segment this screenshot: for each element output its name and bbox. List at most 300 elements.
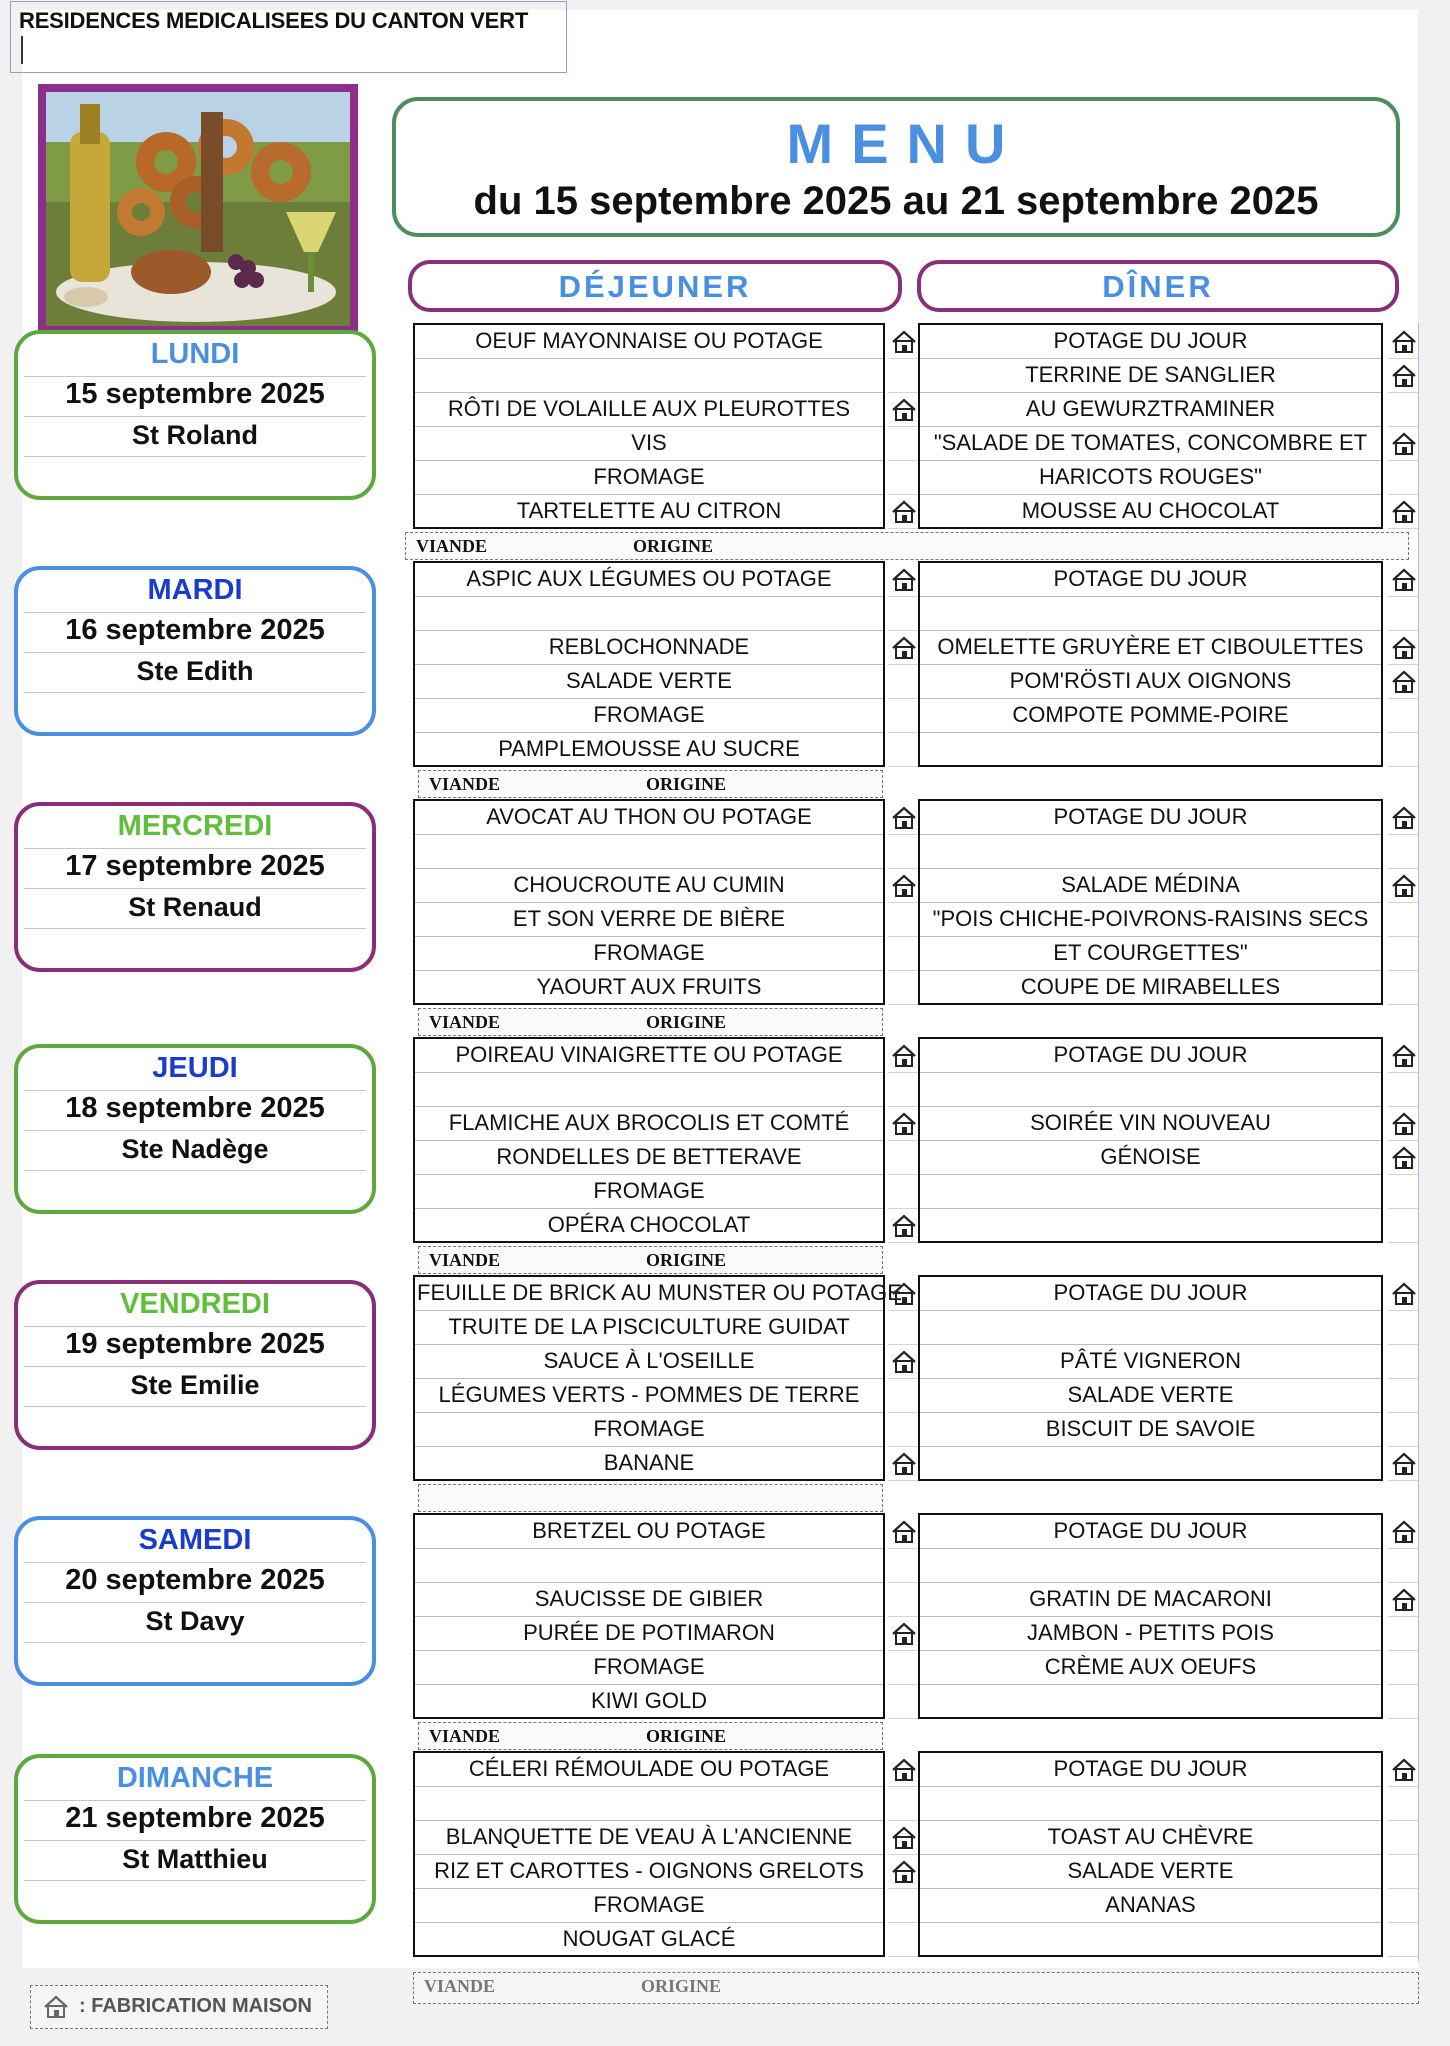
icon-cell [1388, 1175, 1418, 1209]
menu-row [919, 426, 1382, 460]
dinner-dish[interactable] [919, 1684, 1382, 1718]
icon-cell [888, 903, 918, 937]
dinner-dish[interactable]: PÂTÉ VIGNERON [919, 1344, 1382, 1378]
icon-cell [888, 1685, 918, 1719]
lunch-table [413, 1275, 902, 1481]
house-icon [891, 499, 917, 525]
dinner-dish[interactable] [919, 732, 1382, 766]
house-icon [891, 1451, 917, 1477]
lunch-dish[interactable] [414, 1072, 884, 1106]
day-box [14, 1516, 376, 1686]
lunch-dish[interactable]: POIREAU VINAIGRETTE OU POTAGE [414, 1038, 884, 1072]
day-name: VENDREDI [120, 1288, 270, 1320]
house-icon [1391, 1145, 1417, 1171]
dinner-dish[interactable] [919, 1174, 1382, 1208]
menu-row [919, 1582, 1382, 1616]
house-icon [891, 1757, 917, 1783]
menu-row [919, 1140, 1382, 1174]
text-cursor [21, 36, 23, 64]
day-box [14, 1754, 376, 1924]
icon-cell [888, 1107, 918, 1141]
house-icon [891, 1859, 917, 1885]
house-icon [1391, 1111, 1417, 1137]
lunch-dish[interactable] [414, 596, 884, 630]
icon-cell [888, 1141, 918, 1175]
icon-cell [1388, 1447, 1418, 1481]
lunch-dish[interactable]: OPÉRA CHOCOLAT [547, 1211, 751, 1237]
day-box [14, 802, 376, 972]
dinner-table [918, 1275, 1383, 1481]
house-icon [891, 1349, 917, 1375]
menu-row [414, 1378, 884, 1412]
icon-cell [888, 869, 918, 903]
origine-label: ORIGINE [646, 1250, 727, 1270]
house-icon [1391, 1757, 1417, 1783]
dinner-dish[interactable] [919, 596, 1382, 630]
dinner-table [918, 799, 1383, 1005]
divider [24, 848, 366, 849]
dinner-dish[interactable]: GÉNOISE [919, 1140, 1382, 1174]
icon-cell [888, 1175, 918, 1209]
icon-cell [888, 461, 918, 495]
house-icon [1391, 567, 1417, 593]
divider [24, 1800, 366, 1801]
origine-label: ORIGINE [646, 774, 727, 794]
icon-cell [888, 937, 918, 971]
dinner-dish[interactable] [919, 1208, 1382, 1242]
menu-row [919, 1854, 1382, 1888]
icon-cell [888, 427, 918, 461]
icon-cell [888, 563, 918, 597]
day-date: 18 septembre 2025 [65, 1092, 325, 1124]
icon-cell [1388, 665, 1418, 699]
menu-row [919, 1752, 1382, 1786]
menu-row [919, 970, 1382, 1004]
icon-cell [1388, 937, 1418, 971]
icon-cell [1388, 1787, 1418, 1821]
dinner-dish[interactable]: SOIRÉE VIN NOUVEAU [919, 1106, 1382, 1140]
lunch-dish[interactable]: CHOUCROUTE AU CUMIN [414, 868, 884, 902]
dinner-dish[interactable]: "SALADE DE TOMATES, CONCOMBRE ET [919, 426, 1382, 460]
house-icon [1391, 1519, 1417, 1545]
menu-row [414, 494, 884, 528]
dinner-dish[interactable]: BISCUIT DE SAVOIE [919, 1412, 1382, 1446]
lunch-dish[interactable]: ET SON VERRE DE BIÈRE [414, 902, 884, 936]
day-box [14, 566, 376, 736]
menu-row [414, 970, 884, 1004]
lunch-dish[interactable]: BRETZEL OU POTAGE [414, 1514, 884, 1548]
house-icon [891, 1043, 917, 1069]
lunch-dish[interactable]: RONDELLES DE BETTERAVE [414, 1140, 884, 1174]
house-icon [1391, 873, 1417, 899]
dinner-dish[interactable] [919, 1786, 1382, 1820]
lunch-table [413, 1751, 885, 1957]
day-box [14, 330, 376, 500]
icon-cell [888, 495, 918, 529]
dinner-dish[interactable] [919, 1310, 1382, 1344]
menu-row [919, 732, 1382, 766]
lunch-dish[interactable]: BANANE [603, 1449, 695, 1475]
lunch-dish[interactable]: FROMAGE [414, 1174, 884, 1208]
lunch-homemade-column [888, 1039, 918, 1243]
day-date: 17 septembre 2025 [65, 850, 325, 882]
menu-row [919, 1514, 1382, 1548]
lunch-dish[interactable]: FROMAGE [414, 1650, 884, 1684]
dinner-homemade-column [1388, 1277, 1418, 1481]
dinner-table [918, 323, 1383, 529]
lunch-dish[interactable]: PURÉE DE POTIMARON [414, 1616, 884, 1650]
house-icon [1391, 635, 1417, 661]
lunch-dish[interactable]: KIWI GOLD [590, 1687, 708, 1713]
house-icon [891, 567, 917, 593]
house-icon [891, 1621, 917, 1647]
lunch-dish[interactable] [414, 834, 884, 868]
dinner-dish[interactable]: POTAGE DU JOUR [919, 800, 1382, 834]
dinner-dish[interactable]: POTAGE DU JOUR [919, 1038, 1382, 1072]
dinner-dish[interactable]: MOUSSE AU CHOCOLAT [1021, 497, 1280, 523]
icon-cell [888, 971, 918, 1005]
dinner-dish[interactable]: ET COURGETTES" [919, 936, 1382, 970]
icon-cell [888, 1855, 918, 1889]
menu-row [414, 1174, 884, 1208]
menu-row [919, 1344, 1382, 1378]
menu-row [414, 1412, 884, 1446]
lunch-table [413, 1037, 885, 1243]
icon-cell [888, 733, 918, 767]
menu-row [414, 1684, 884, 1718]
viande-label: VIANDE [429, 1012, 501, 1032]
house-icon [1391, 805, 1417, 831]
lunch-dish[interactable]: FROMAGE [414, 1888, 884, 1922]
dinner-dish[interactable]: POM'RÖSTI AUX OIGNONS [919, 664, 1382, 698]
lunch-dish[interactable]: TRUITE DE LA PISCICULTURE GUIDAT [414, 1310, 884, 1344]
dinner-dish[interactable]: ANANAS [919, 1888, 1382, 1922]
menu-row [919, 1106, 1382, 1140]
divider [24, 1130, 366, 1131]
divider [24, 1562, 366, 1563]
house-icon [1391, 1281, 1417, 1307]
house-icon [1391, 329, 1417, 355]
dinner-dish[interactable]: AU GEWURZTRAMINER [919, 392, 1382, 426]
icon-cell [1388, 733, 1418, 767]
day-date: 19 septembre 2025 [65, 1328, 325, 1360]
viande-origine-band [418, 1484, 883, 1512]
lunch-dish[interactable]: BLANQUETTE DE VEAU À L'ANCIENNE [414, 1820, 884, 1854]
menu-row [414, 392, 884, 426]
day-saint: Ste Nadège [121, 1134, 269, 1164]
divider [24, 416, 366, 417]
lunch-homemade-column [888, 1515, 918, 1719]
icon-cell [1388, 1277, 1418, 1311]
viande-origine-band [413, 1972, 1419, 2004]
icon-cell [1388, 971, 1418, 1005]
day-box [14, 1280, 376, 1450]
menu-row [414, 1888, 884, 1922]
lunch-dish[interactable]: LÉGUMES VERTS - POMMES DE TERRE [414, 1378, 884, 1412]
dinner-dish[interactable]: OMELETTE GRUYÈRE ET CIBOULETTES [919, 630, 1382, 664]
viande-label: VIANDE [416, 536, 488, 556]
menu-row [919, 1038, 1382, 1072]
viande-label: VIANDE [429, 1726, 501, 1746]
lunch-dish[interactable]: PAMPLEMOUSSE AU SUCRE [498, 735, 800, 761]
lunch-dish[interactable]: AVOCAT AU THON OU POTAGE [414, 800, 884, 834]
lunch-dish[interactable]: FEUILLE DE BRICK AU MUNSTER OU POTAGE [414, 1276, 884, 1310]
icon-cell [888, 597, 918, 631]
lunch-table [413, 561, 885, 767]
menu-row [919, 1276, 1382, 1310]
icon-cell [888, 835, 918, 869]
lunch-dish[interactable]: SAUCISSE DE GIBIER [414, 1582, 884, 1616]
lunch-dish[interactable]: RIZ ET CAROTTES - OIGNONS GRELOTS [414, 1854, 884, 1888]
dinner-dish[interactable] [919, 1922, 1382, 1956]
dinner-dish[interactable]: TERRINE DE SANGLIER [919, 358, 1382, 392]
lunch-table [413, 799, 885, 1005]
origine-label: ORIGINE [646, 1012, 727, 1032]
icon-cell [888, 1073, 918, 1107]
day-date: 16 septembre 2025 [65, 614, 325, 646]
icon-cell [888, 325, 918, 359]
icon-cell [1388, 1039, 1418, 1073]
lunch-dish[interactable]: SALADE VERTE [414, 664, 884, 698]
day-saint: Ste Edith [136, 656, 254, 686]
menu-row [919, 358, 1382, 392]
day-saint: St Roland [132, 420, 258, 450]
dinner-dish[interactable]: COUPE DE MIRABELLES [1020, 973, 1281, 999]
menu-row [414, 426, 884, 460]
icon-cell [1388, 1583, 1418, 1617]
icon-cell [1388, 1107, 1418, 1141]
dinner-dish[interactable] [919, 1548, 1382, 1582]
menu-row [414, 1038, 884, 1072]
icon-cell [1388, 427, 1418, 461]
menu-row [919, 1378, 1382, 1412]
menu-row [919, 460, 1382, 494]
viande-origine-band [418, 1008, 883, 1036]
dinner-dish[interactable]: GRATIN DE MACARONI [919, 1582, 1382, 1616]
menu-row [414, 664, 884, 698]
icon-cell [1388, 631, 1418, 665]
dinner-homemade-column [1388, 801, 1418, 1005]
dinner-dish[interactable]: JAMBON - PETITS POIS [919, 1616, 1382, 1650]
menu-row [414, 596, 884, 630]
menu-row [919, 800, 1382, 834]
house-icon [891, 1281, 917, 1307]
lunch-dish[interactable]: NOUGAT GLACÉ [562, 1925, 736, 1951]
menu-row [919, 698, 1382, 732]
sheet-edge-line [1418, 323, 1419, 1961]
divider [24, 1326, 366, 1327]
lunch-table [413, 1513, 885, 1719]
lunch-homemade-column [888, 325, 918, 529]
icon-cell [1388, 1651, 1418, 1685]
icon-cell [1388, 1311, 1418, 1345]
dinner-dish[interactable]: POTAGE DU JOUR [919, 324, 1382, 358]
icon-cell [888, 1583, 918, 1617]
icon-cell [1388, 801, 1418, 835]
lunch-dish[interactable]: FROMAGE [414, 698, 884, 732]
menu-row [414, 868, 884, 902]
menu-row [919, 664, 1382, 698]
house-icon [891, 873, 917, 899]
dinner-dish[interactable]: POTAGE DU JOUR [919, 562, 1382, 596]
house-icon [43, 1994, 69, 2020]
dinner-dish[interactable]: SALADE MÉDINA [919, 868, 1382, 902]
viande-label: VIANDE [429, 774, 501, 794]
dinner-table [918, 561, 1383, 767]
icon-cell [1388, 1073, 1418, 1107]
icon-cell [1388, 835, 1418, 869]
day-name: DIMANCHE [116, 1762, 274, 1794]
menu-row [414, 732, 884, 766]
house-icon [891, 805, 917, 831]
divider [24, 1090, 366, 1091]
menu-row [919, 1922, 1382, 1956]
icon-cell [1388, 1345, 1418, 1379]
residence-header-cell[interactable] [10, 1, 567, 73]
menu-row [919, 834, 1382, 868]
menu-row [919, 1786, 1382, 1820]
dinner-dish[interactable] [919, 1446, 1382, 1480]
dinner-table [918, 1751, 1383, 1957]
dinner-dish[interactable]: COMPOTE POMME-POIRE [919, 698, 1382, 732]
icon-cell [888, 1515, 918, 1549]
icon-cell [1388, 699, 1418, 733]
lunch-dish[interactable]: REBLOCHONNADE [414, 630, 884, 664]
icon-cell [888, 1039, 918, 1073]
menu-row [414, 1616, 884, 1650]
menu-row [414, 1140, 884, 1174]
icon-cell [1388, 1379, 1418, 1413]
lunch-dish[interactable] [414, 358, 884, 392]
icon-cell [1388, 1855, 1418, 1889]
menu-row [414, 800, 884, 834]
lunch-dish[interactable]: CÉLERI RÉMOULADE OU POTAGE [414, 1752, 884, 1786]
icon-cell [888, 393, 918, 427]
lunch-dish[interactable]: TARTELETTE AU CITRON [516, 497, 782, 523]
food-photo [38, 84, 358, 334]
dinner-dish[interactable] [919, 1072, 1382, 1106]
icon-cell [888, 1209, 918, 1243]
lunch-dish[interactable]: FROMAGE [414, 1412, 884, 1446]
dinner-dish[interactable]: HARICOTS ROUGES" [919, 460, 1382, 494]
menu-row [414, 1582, 884, 1616]
icon-cell [1388, 563, 1418, 597]
lunch-dish[interactable]: YAOURT AUX FRUITS [536, 973, 762, 999]
lunch-dish[interactable]: VIS [414, 426, 884, 460]
dinner-dish[interactable] [919, 834, 1382, 868]
icon-cell [888, 1379, 918, 1413]
legend [30, 1985, 328, 2029]
dinner-dish[interactable]: POTAGE DU JOUR [919, 1752, 1382, 1786]
menu-row [919, 596, 1382, 630]
day-saint: St Davy [145, 1606, 245, 1636]
dinner-homemade-column [1388, 1039, 1418, 1243]
lunch-dish[interactable] [414, 1548, 884, 1582]
house-icon [891, 397, 917, 423]
icon-cell [1388, 1141, 1418, 1175]
dinner-dish[interactable]: POTAGE DU JOUR [919, 1276, 1382, 1310]
residence-name: RESIDENCES MEDICALISEES DU CANTON VERT [19, 8, 529, 33]
menu-row [919, 1174, 1382, 1208]
icon-cell [1388, 1821, 1418, 1855]
dinner-column-header: DÎNER [917, 260, 1399, 312]
lunch-dish[interactable]: FROMAGE [414, 460, 884, 494]
dinner-homemade-column [1388, 563, 1418, 767]
dinner-homemade-column [1388, 1753, 1418, 1957]
menu-row [414, 1276, 884, 1310]
icon-cell [1388, 869, 1418, 903]
house-icon [1391, 363, 1417, 389]
lunch-dish[interactable] [414, 1786, 884, 1820]
icon-cell [888, 665, 918, 699]
lunch-dish[interactable]: FLAMICHE AUX BROCOLIS ET COMTÉ [414, 1106, 884, 1140]
divider [24, 1642, 366, 1643]
menu-row [919, 1412, 1382, 1446]
dinner-dish[interactable]: SALADE VERTE [919, 1378, 1382, 1412]
menu-row [414, 834, 884, 868]
house-icon [891, 1519, 917, 1545]
menu-row [919, 1684, 1382, 1718]
menu-row [414, 1820, 884, 1854]
day-date: 15 septembre 2025 [65, 378, 325, 410]
icon-cell [888, 1277, 918, 1311]
lunch-table [413, 323, 885, 529]
menu-row [919, 392, 1382, 426]
menu-row [414, 1446, 884, 1480]
viande-origine-band [418, 1246, 883, 1274]
icon-cell [888, 1753, 918, 1787]
day-name: JEUDI [152, 1052, 238, 1084]
menu-row [414, 630, 884, 664]
dinner-dish[interactable]: TOAST AU CHÈVRE [919, 1820, 1382, 1854]
icon-cell [1388, 393, 1418, 427]
house-icon [891, 1213, 917, 1239]
lunch-dish[interactable]: ASPIC AUX LÉGUMES OU POTAGE [414, 562, 884, 596]
menu-row [414, 562, 884, 596]
lunch-dish[interactable]: SAUCE À L'OSEILLE [414, 1344, 884, 1378]
day-name: MARDI [147, 574, 243, 606]
divider [24, 1170, 366, 1171]
divider [24, 1366, 366, 1367]
icon-cell [1388, 359, 1418, 393]
icon-cell [1388, 1753, 1418, 1787]
lunch-dish[interactable]: RÔTI DE VOLAILLE AUX PLEUROTTES [414, 392, 884, 426]
icon-cell [888, 1311, 918, 1345]
divider [24, 928, 366, 929]
menu-row [919, 630, 1382, 664]
icon-cell [888, 1345, 918, 1379]
icon-cell [888, 1889, 918, 1923]
dinner-dish[interactable]: "POIS CHICHE-POIVRONS-RAISINS SECS [919, 902, 1382, 936]
day-box [14, 1044, 376, 1214]
dinner-dish[interactable]: SALADE VERTE [919, 1854, 1382, 1888]
lunch-column-header: DÉJEUNER [408, 260, 902, 312]
viande-origine-band [418, 770, 883, 798]
lunch-dish[interactable]: OEUF MAYONNAISE OU POTAGE [414, 324, 884, 358]
icon-cell [888, 699, 918, 733]
dinner-homemade-column [1388, 1515, 1418, 1719]
divider [24, 376, 366, 377]
menu-row [414, 358, 884, 392]
icon-cell [888, 1617, 918, 1651]
dinner-dish[interactable]: CRÈME AUX OEUFS [919, 1650, 1382, 1684]
dinner-dish[interactable]: POTAGE DU JOUR [919, 1514, 1382, 1548]
menu-row [414, 1854, 884, 1888]
lunch-dish[interactable]: FROMAGE [414, 936, 884, 970]
icon-cell [888, 359, 918, 393]
menu-row [919, 1446, 1382, 1480]
menu-row [414, 324, 884, 358]
